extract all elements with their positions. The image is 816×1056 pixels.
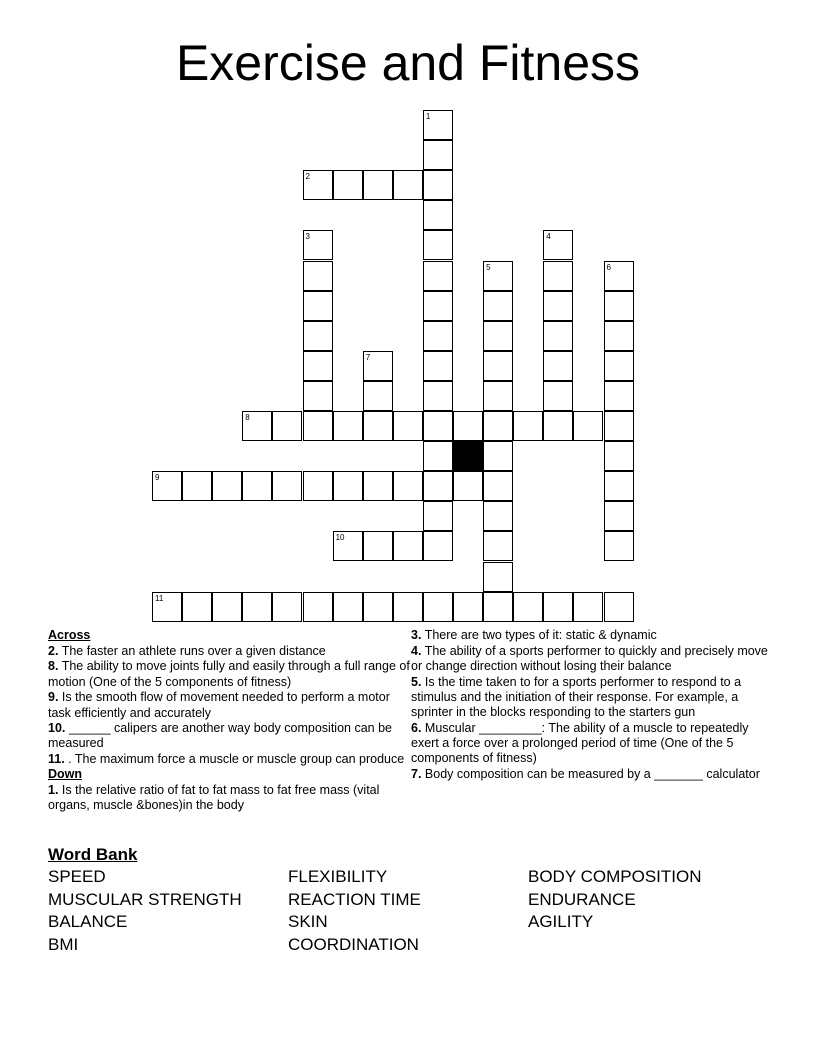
grid-cell[interactable] [543, 351, 573, 381]
word-bank-item: FLEXIBILITY [288, 867, 388, 886]
grid-cell[interactable] [423, 441, 453, 471]
grid-cell[interactable] [303, 381, 333, 411]
clue-number: 1. [48, 783, 59, 798]
grid-cell[interactable] [604, 471, 634, 501]
grid-cell[interactable] [543, 230, 573, 260]
grid-cell[interactable] [423, 381, 453, 411]
clue-text: The ability of a sports performer to quickly and precisely move or change direction without losing their balance [411, 643, 768, 673]
grid-cell[interactable] [513, 592, 543, 622]
grid-cell[interactable] [303, 592, 333, 622]
clue-number: 4. [411, 643, 422, 658]
grid-cell[interactable] [333, 170, 363, 200]
grid-cell[interactable] [242, 592, 272, 622]
clue-number: 6. [411, 720, 422, 735]
grid-cell[interactable] [483, 562, 513, 592]
grid-cell[interactable] [303, 261, 333, 291]
grid-cell[interactable] [573, 411, 603, 441]
grid-cell[interactable] [393, 531, 423, 561]
grid-cell[interactable] [393, 411, 423, 441]
grid-cell[interactable] [604, 592, 634, 622]
clue-across-9 [48, 690, 410, 720]
word-bank-item: BODY COMPOSITION [528, 867, 702, 886]
word-bank-item: SKIN [288, 912, 328, 932]
grid-cell[interactable] [333, 592, 363, 622]
grid-cell[interactable] [423, 200, 453, 230]
grid-cell[interactable] [423, 230, 453, 260]
grid-cell[interactable] [242, 411, 272, 441]
grid-cell[interactable] [543, 321, 573, 351]
grid-cell[interactable] [423, 471, 453, 501]
grid-cell[interactable] [363, 381, 393, 411]
down-heading: Down [48, 767, 83, 782]
clue-across-8 [48, 659, 410, 689]
grid-cell[interactable] [604, 321, 634, 351]
word-bank-column [48, 866, 242, 957]
clue-number: 3. [411, 628, 422, 642]
grid-cell[interactable] [423, 291, 453, 321]
grid-cell[interactable] [363, 471, 393, 501]
clue-down-4 [411, 644, 776, 674]
grid-cell[interactable] [393, 471, 423, 501]
grid-cell[interactable] [303, 291, 333, 321]
grid-cell[interactable] [483, 441, 513, 471]
clue-number: 7. [411, 766, 422, 781]
clue-number: 9. [48, 690, 59, 705]
grid-cell[interactable] [303, 230, 333, 260]
grid-cell[interactable] [363, 170, 393, 200]
grid-cell[interactable] [513, 411, 543, 441]
grid-cell[interactable] [604, 261, 634, 291]
grid-cell[interactable] [393, 592, 423, 622]
grid-cell[interactable] [182, 592, 212, 622]
grid-cell[interactable] [604, 501, 634, 531]
grid-cell[interactable] [423, 531, 453, 561]
clue-down-7 [411, 767, 776, 782]
grid-cell[interactable] [423, 501, 453, 531]
grid-cell[interactable] [363, 351, 393, 381]
grid-cell[interactable] [604, 531, 634, 561]
grid-cell[interactable] [152, 471, 182, 501]
grid-cell[interactable] [363, 592, 393, 622]
clue-text: ______ calipers are another way body composition can be measured [48, 721, 392, 751]
clue-across-10 [48, 721, 410, 751]
grid-cell[interactable] [604, 291, 634, 321]
grid-cell[interactable] [543, 381, 573, 411]
clue-number-label: 2 [305, 172, 310, 182]
grid-cell[interactable] [303, 411, 333, 441]
grid-cell[interactable] [272, 411, 302, 441]
clue-number-label: 6 [606, 262, 611, 272]
clue-text: Is the time taken to for a sports performer to respond to a stimulus and the initiation of their response. For example, a sprinter in the blocks responding to the starters gun [411, 674, 742, 720]
grid-cell[interactable] [182, 471, 212, 501]
grid-cell[interactable] [483, 471, 513, 501]
grid-cell[interactable] [152, 592, 182, 622]
clue-text: The faster an athlete runs over a given distance [61, 643, 326, 658]
grid-cell[interactable] [573, 592, 603, 622]
grid-cell[interactable] [604, 381, 634, 411]
grid-cell[interactable] [543, 261, 573, 291]
clue-across-2 [48, 644, 410, 659]
grid-cell[interactable] [303, 471, 333, 501]
word-bank-item: BALANCE [48, 912, 128, 932]
word-bank-item: REACTION TIME [288, 889, 421, 909]
clue-number-label: 10 [335, 533, 345, 543]
grid-cell[interactable] [423, 110, 453, 140]
grid-cell[interactable] [423, 170, 453, 200]
grid-cell[interactable] [363, 531, 393, 561]
grid-cell[interactable] [333, 471, 363, 501]
clue-number-label: 4 [546, 232, 551, 242]
grid-cell[interactable] [272, 471, 302, 501]
clue-text: There are two types of it: static & dynamic [424, 628, 657, 642]
grid-cell[interactable] [363, 411, 393, 441]
grid-cell[interactable] [423, 411, 453, 441]
grid-cell[interactable] [423, 261, 453, 291]
grid-cell[interactable] [483, 351, 513, 381]
grid-cell[interactable] [483, 592, 513, 622]
grid-cell[interactable] [272, 592, 302, 622]
grid-cell[interactable] [303, 170, 333, 200]
grid-cell[interactable] [303, 351, 333, 381]
grid-cell[interactable] [543, 291, 573, 321]
grid-cell[interactable] [303, 321, 333, 351]
clue-number-label: 1 [425, 112, 431, 121]
clue-down-5 [411, 675, 776, 721]
clue-down-6 [411, 721, 776, 767]
clues-left-column [48, 628, 410, 813]
across-heading: Across [48, 628, 91, 642]
word-bank-item: ENDURANCE [528, 889, 636, 909]
grid-cell[interactable] [604, 441, 634, 471]
clue-number-label: 3 [305, 232, 310, 242]
clue-number-label: 5 [486, 262, 491, 272]
word-bank-item: MUSCULAR STRENGTH [48, 889, 242, 909]
page-title: Exercise and Fitness [175, 35, 641, 91]
grid-cell[interactable] [423, 321, 453, 351]
clue-text: Is the relative ratio of fat to fat mass to fat free mass (vital organs, muscle &bones)in the body [48, 783, 380, 813]
grid-cell[interactable] [483, 321, 513, 351]
grid-cell[interactable] [333, 411, 363, 441]
clue-text: The ability to move joints fully and easily through a full range of motion (One of the 5 components of fitness) [48, 659, 410, 689]
grid-cell[interactable] [242, 471, 272, 501]
grid-cell[interactable] [483, 411, 513, 441]
word-bank-item: COORDINATION [288, 935, 419, 955]
grid-cell[interactable] [483, 531, 513, 561]
clues-right-column [411, 628, 776, 782]
grid-cell[interactable] [423, 140, 453, 170]
grid-cell[interactable] [604, 351, 634, 381]
word-bank-column [528, 866, 702, 934]
clue-down-1 [48, 783, 410, 813]
clue-number-label: 8 [245, 413, 250, 422]
word-bank-item: SPEED [48, 867, 106, 886]
grid-cell[interactable] [212, 592, 242, 622]
clue-number: 10. [48, 721, 66, 736]
grid-cell[interactable] [453, 592, 483, 622]
grid-cell[interactable] [423, 592, 453, 622]
grid-cell[interactable] [212, 471, 242, 501]
clue-number: 8. [48, 659, 59, 674]
grid-cell[interactable] [543, 592, 573, 622]
grid-cell[interactable] [483, 261, 513, 291]
clue-down-3 [411, 628, 776, 643]
clue-number-label: 11 [155, 593, 164, 603]
clue-number: 5. [411, 674, 422, 689]
clue-text: Is the smooth flow of movement needed to perform a motor task efficiently and accurately [48, 690, 390, 720]
grid-cell[interactable] [453, 411, 483, 441]
clue-text: Muscular _________: The ability of a muscle to repeatedly exert a force over a prolonged period of time (One of the 5 components of fitness) [411, 720, 749, 766]
grid-cell[interactable] [543, 411, 573, 441]
word-bank-column [288, 866, 421, 957]
clue-number-label: 9 [155, 473, 160, 483]
word-bank-item: AGILITY [528, 912, 594, 932]
word-bank-title: Word Bank [48, 845, 138, 864]
grid-cell[interactable] [604, 411, 634, 441]
clue-text: . The maximum force a muscle or muscle group can produce [68, 752, 405, 767]
clue-number: 11. [48, 752, 65, 767]
clue-text: Body composition can be measured by a _______ calculator [424, 766, 760, 781]
black-square [453, 441, 483, 471]
grid-cell[interactable] [333, 531, 363, 561]
clue-number-label: 7 [365, 352, 371, 362]
grid-cell[interactable] [453, 471, 483, 501]
grid-cell[interactable] [483, 291, 513, 321]
grid-cell[interactable] [483, 501, 513, 531]
clue-number: 2. [48, 643, 59, 658]
grid-cell[interactable] [483, 381, 513, 411]
grid-cell[interactable] [393, 170, 423, 200]
grid-cell[interactable] [423, 351, 453, 381]
clue-across-11 [48, 752, 410, 767]
word-bank-item: BMI [48, 935, 79, 955]
